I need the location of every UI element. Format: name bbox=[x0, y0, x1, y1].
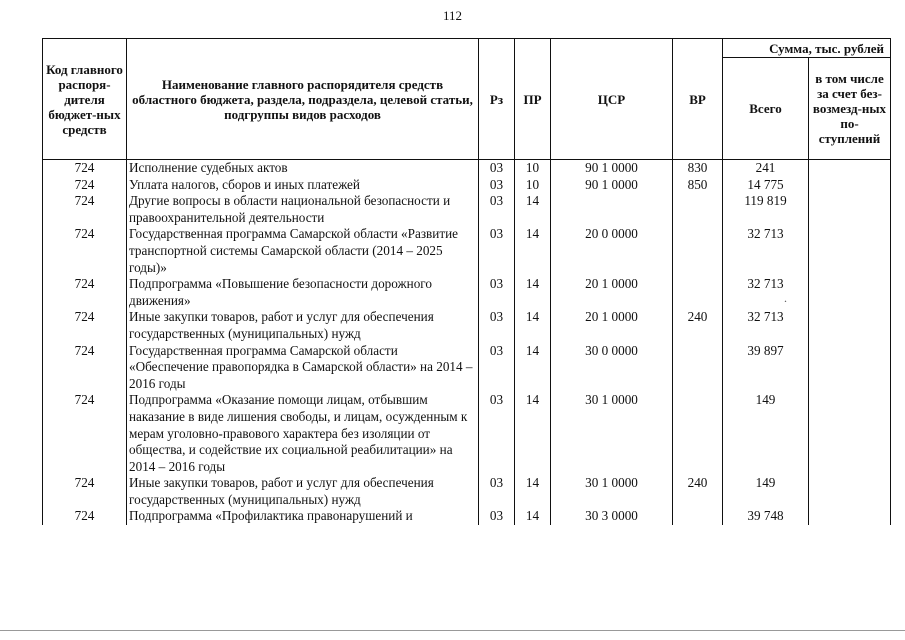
cell-total: 149 bbox=[723, 392, 809, 475]
cell-name: Подпрограмма «Оказание помощи лицам, отбывшим наказание в виде лишения свободы, и лицам, осужденным к мерам уголовно-правового характера без изоляции от общества, и содействие их социальной реабилитации» на 2014 – 2016 годы bbox=[127, 392, 479, 475]
cell-vr bbox=[673, 193, 723, 226]
cell-pr: 14 bbox=[515, 392, 551, 475]
table-body bbox=[43, 160, 891, 526]
cell-rz: 03 bbox=[479, 343, 515, 393]
table-row bbox=[43, 392, 891, 475]
cell-vr bbox=[673, 343, 723, 393]
cell-name: Государственная программа Самарской области «Обеспечение правопорядка в Самарской области» на 2014 – 2016 годы bbox=[127, 343, 479, 393]
cell-csr: 90 1 0000 bbox=[551, 160, 673, 177]
table-row bbox=[43, 193, 891, 226]
cell-code: 724 bbox=[43, 177, 127, 194]
cell-code: 724 bbox=[43, 193, 127, 226]
cell-pr: 14 bbox=[515, 475, 551, 508]
header-extra: в том числе за счет без-возмезд-ных по-ступлений bbox=[809, 58, 891, 160]
table-header bbox=[43, 39, 891, 160]
cell-extra bbox=[809, 160, 891, 177]
cell-total: 119 819 bbox=[723, 193, 809, 226]
table-row bbox=[43, 475, 891, 508]
cell-code: 724 bbox=[43, 276, 127, 309]
cell-rz: 03 bbox=[479, 508, 515, 525]
cell-pr: 14 bbox=[515, 226, 551, 276]
cell-pr: 10 bbox=[515, 160, 551, 177]
cell-extra bbox=[809, 177, 891, 194]
scan-dot: . bbox=[784, 291, 787, 305]
table-row bbox=[43, 343, 891, 393]
cell-pr: 10 bbox=[515, 177, 551, 194]
page-number: 112 bbox=[442, 8, 463, 23]
cell-vr bbox=[673, 226, 723, 276]
cell-total: 241 bbox=[723, 160, 809, 177]
cell-name: Иные закупки товаров, работ и услуг для обеспечения государственных (муниципальных) нужд bbox=[127, 309, 479, 342]
cell-extra bbox=[809, 392, 891, 475]
cell-total: 39 897 bbox=[723, 343, 809, 393]
cell-total: 32 713 bbox=[723, 309, 809, 342]
table-row bbox=[43, 508, 891, 525]
cell-extra bbox=[809, 508, 891, 525]
table-row bbox=[43, 160, 891, 177]
cell-vr bbox=[673, 276, 723, 309]
cell-vr bbox=[673, 392, 723, 475]
budget-table bbox=[42, 38, 891, 525]
cell-pr: 14 bbox=[515, 343, 551, 393]
cell-csr: 30 1 0000 bbox=[551, 475, 673, 508]
cell-total: 39 748 bbox=[723, 508, 809, 525]
cell-vr: 240 bbox=[673, 475, 723, 508]
cell-code: 724 bbox=[43, 160, 127, 177]
cell-csr bbox=[551, 193, 673, 226]
cell-csr: 30 0 0000 bbox=[551, 343, 673, 393]
cell-pr: 14 bbox=[515, 276, 551, 309]
cell-pr: 14 bbox=[515, 193, 551, 226]
table-row bbox=[43, 177, 891, 194]
cell-total: 149 bbox=[723, 475, 809, 508]
cell-total: 14 775 bbox=[723, 177, 809, 194]
cell-code: 724 bbox=[43, 226, 127, 276]
cell-code: 724 bbox=[43, 392, 127, 475]
cell-extra bbox=[809, 193, 891, 226]
cell-extra bbox=[809, 343, 891, 393]
cell-name: Подпрограмма «Профилактика правонарушений и bbox=[127, 508, 479, 525]
cell-vr bbox=[673, 508, 723, 525]
cell-csr: 20 0 0000 bbox=[551, 226, 673, 276]
cell-name: Другие вопросы в области национальной безопасности и правоохранительной деятельности bbox=[127, 193, 479, 226]
cell-rz: 03 bbox=[479, 160, 515, 177]
cell-extra bbox=[809, 475, 891, 508]
cell-total: 32 713 bbox=[723, 226, 809, 276]
cell-vr: 240 bbox=[673, 309, 723, 342]
page-edge-rule bbox=[0, 630, 905, 631]
cell-rz: 03 bbox=[479, 193, 515, 226]
cell-name: Иные закупки товаров, работ и услуг для обеспечения государственных (муниципальных) нужд bbox=[127, 475, 479, 508]
cell-csr: 30 3 0000 bbox=[551, 508, 673, 525]
cell-rz: 03 bbox=[479, 309, 515, 342]
header-total: Всего bbox=[723, 58, 809, 160]
cell-name: Уплата налогов, сборов и иных платежей bbox=[127, 177, 479, 194]
cell-extra bbox=[809, 276, 891, 309]
cell-total: 32 713 bbox=[723, 276, 809, 309]
table-row bbox=[43, 276, 891, 309]
cell-extra bbox=[809, 309, 891, 342]
cell-vr: 850 bbox=[673, 177, 723, 194]
header-name: Наименование главного распорядителя средств областного бюджета, раздела, подраздела, целевой статьи, подгруппы видов расходов bbox=[127, 39, 479, 160]
cell-code: 724 bbox=[43, 508, 127, 525]
table-row bbox=[43, 309, 891, 342]
cell-csr: 20 1 0000 bbox=[551, 276, 673, 309]
cell-rz: 03 bbox=[479, 226, 515, 276]
cell-rz: 03 bbox=[479, 392, 515, 475]
header-pr: ПР bbox=[515, 39, 551, 160]
header-rz: Рз bbox=[479, 39, 515, 160]
cell-rz: 03 bbox=[479, 177, 515, 194]
cell-csr: 30 1 0000 bbox=[551, 392, 673, 475]
cell-code: 724 bbox=[43, 309, 127, 342]
cell-rz: 03 bbox=[479, 276, 515, 309]
header-csr: ЦСР bbox=[551, 39, 673, 160]
cell-extra bbox=[809, 226, 891, 276]
cell-vr: 830 bbox=[673, 160, 723, 177]
header-sum-group: Сумма, тыс. рублей bbox=[723, 39, 891, 58]
table-row bbox=[43, 226, 891, 276]
header-vr: ВР bbox=[673, 39, 723, 160]
cell-pr: 14 bbox=[515, 508, 551, 525]
header-code: Код главного распоря-дителя бюджет-ных средств bbox=[43, 39, 127, 160]
cell-code: 724 bbox=[43, 475, 127, 508]
cell-rz: 03 bbox=[479, 475, 515, 508]
cell-name: Государственная программа Самарской области «Развитие транспортной системы Самарской области (2014 – 2025 годы)» bbox=[127, 226, 479, 276]
cell-csr: 90 1 0000 bbox=[551, 177, 673, 194]
cell-code: 724 bbox=[43, 343, 127, 393]
cell-name: Исполнение судебных актов bbox=[127, 160, 479, 177]
cell-pr: 14 bbox=[515, 309, 551, 342]
cell-name: Подпрограмма «Повышение безопасности дорожного движения» bbox=[127, 276, 479, 309]
cell-csr: 20 1 0000 bbox=[551, 309, 673, 342]
